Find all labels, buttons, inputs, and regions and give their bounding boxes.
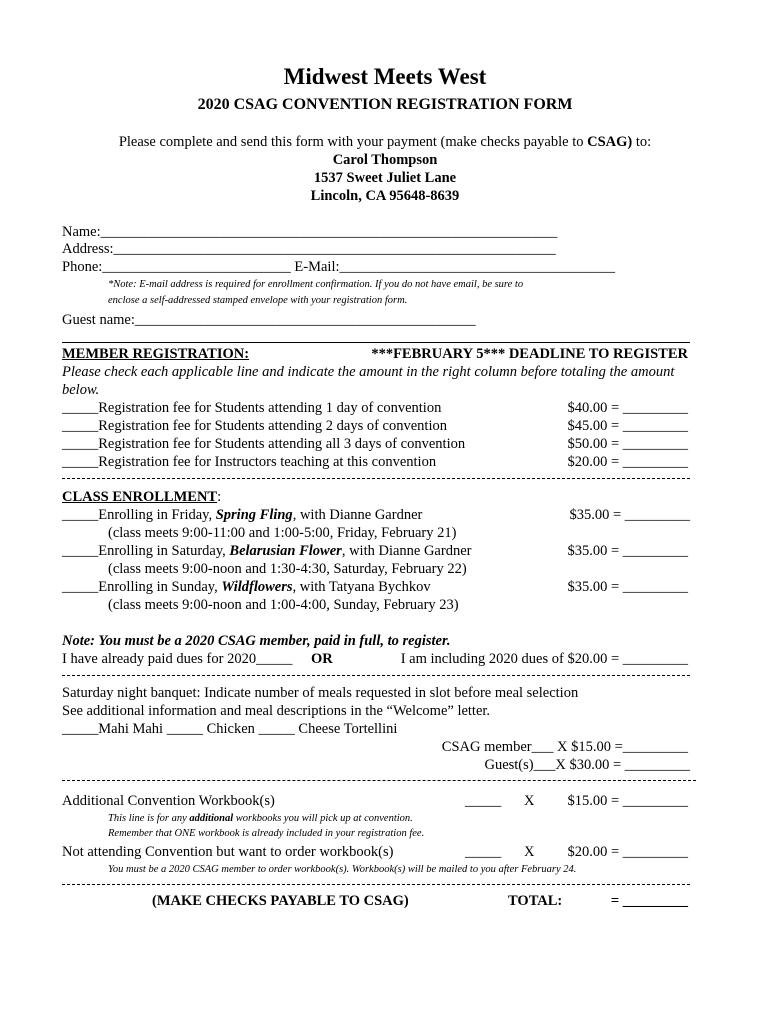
email-note-line1: *Note: E-mail address is required for enrollment confirmation. If you do not have email, be sure to (108, 279, 524, 290)
workbook-note2: Remember that ONE workbook is already included in your registration fee. (108, 828, 425, 839)
class-row-sunday[interactable]: _____Enrolling in Sunday, Wildflowers, with Tatyana Bychkov (62, 579, 431, 595)
workbook-amount[interactable]: $15.00 = _________ (567, 793, 688, 809)
banquet-line1: Saturday night banquet: Indicate number of meals requested in slot before meal selection (62, 685, 579, 701)
total-field[interactable]: = _________ (610, 893, 688, 909)
name-field[interactable]: Name:_______________________________________________________________ (62, 224, 558, 240)
guest-meal-price[interactable]: Guest(s)___X $30.00 = _________ (484, 757, 690, 773)
dashed-divider (62, 478, 690, 479)
dashed-divider (62, 884, 690, 885)
dues-paid-field[interactable]: I have already paid dues for 2020_____ (62, 651, 293, 667)
order-workbook-x: X (524, 844, 535, 860)
deadline-text: ***FEBRUARY 5*** DEADLINE TO REGISTER (371, 346, 688, 362)
fee-row-amount[interactable]: $40.00 = _________ (567, 400, 688, 416)
fee-row-amount[interactable]: $20.00 = _________ (567, 454, 688, 470)
class-row-saturday[interactable]: _____Enrolling in Saturday, Belarusian Flower, with Dianne Gardner (62, 543, 472, 559)
instructions-line1: Please check each applicable line and indicate the amount in the right column before totaling the amount (62, 364, 675, 380)
intro-text: Please complete and send this form with your payment (make checks payable to CSAG) to: (118, 134, 652, 150)
fee-row-amount[interactable]: $50.00 = _________ (567, 436, 688, 452)
class-amount[interactable]: $35.00 = _________ (569, 507, 690, 523)
section-divider (62, 342, 690, 343)
phone-email-field[interactable]: Phone:__________________________ E-Mail:______________________________________ (62, 259, 616, 275)
member-meal-price[interactable]: CSAG member___ X $15.00 =_________ (441, 739, 688, 755)
page-title: Midwest Meets West (283, 64, 487, 89)
class-row-friday[interactable]: _____Enrolling in Friday, Spring Fling, with Dianne Gardner (62, 507, 423, 523)
workbook-qty[interactable]: _____ (465, 793, 502, 809)
class-detail: (class meets 9:00-noon and 1:00-4:00, Sunday, February 23) (108, 597, 459, 613)
mail-to-name: Carol Thompson (332, 152, 438, 168)
total-label: TOTAL: (508, 893, 563, 909)
instructions-line2: below. (62, 382, 100, 398)
workbook-x: X (524, 793, 535, 809)
fee-row-label[interactable]: _____Registration fee for Students attending all 3 days of convention (62, 436, 466, 452)
workbook-note1: This line is for any additional workbooks you will pick up at convention. (108, 813, 413, 824)
class-detail: (class meets 9:00-noon and 1:30-4:30, Saturday, February 22) (108, 561, 467, 577)
fee-row-amount[interactable]: $45.00 = _________ (567, 418, 688, 434)
fee-row-label[interactable]: _____Registration fee for Students attending 1 day of convention (62, 400, 442, 416)
mail-to-street: 1537 Sweet Juliet Lane (313, 170, 457, 186)
dashed-divider (62, 780, 696, 781)
dues-including-field[interactable]: I am including 2020 dues of $20.00 = _________ (400, 651, 688, 667)
dashed-divider (62, 675, 690, 676)
address-field[interactable]: Address:_____________________________________________________________ (62, 241, 556, 257)
order-workbook-amount[interactable]: $20.00 = _________ (567, 844, 688, 860)
member-registration-heading: MEMBER REGISTRATION: (62, 346, 250, 362)
fee-row-label[interactable]: _____Registration fee for Students attending 2 days of convention (62, 418, 447, 434)
or-label: OR (311, 651, 333, 667)
class-enrollment-heading: CLASS ENROLLMENT: (62, 489, 222, 505)
class-amount[interactable]: $35.00 = _________ (567, 543, 688, 559)
guest-name-field[interactable]: Guest name:_______________________________________________ (62, 312, 476, 328)
fee-row-label[interactable]: _____Registration fee for Instructors teaching at this convention (62, 454, 437, 470)
workbook-note3: You must be a 2020 CSAG member to order workbook(s). Workbook(s) will be mailed to you after February 24. (108, 864, 577, 875)
banquet-line2: See additional information and meal descriptions in the “Welcome” letter. (62, 703, 491, 719)
email-note-line2: enclose a self-addressed stamped envelope with your registration form. (108, 295, 408, 306)
order-workbook-label: Not attending Convention but want to order workbook(s) (62, 844, 394, 860)
meal-selection[interactable]: _____Mahi Mahi _____ Chicken _____ Cheese Tortellini (62, 721, 398, 737)
class-detail: (class meets 9:00-11:00 and 1:00-5:00, Friday, February 21) (108, 525, 457, 541)
mail-to-city: Lincoln, CA 95648-8639 (310, 188, 460, 204)
payable-note: (MAKE CHECKS PAYABLE TO CSAG) (152, 893, 409, 909)
workbook-label: Additional Convention Workbook(s) (62, 793, 275, 809)
membership-note: Note: You must be a 2020 CSAG member, paid in full, to register. (62, 633, 451, 649)
order-workbook-qty[interactable]: _____ (465, 844, 502, 860)
class-amount[interactable]: $35.00 = _________ (567, 579, 688, 595)
form-subtitle: 2020 CSAG CONVENTION REGISTRATION FORM (197, 96, 573, 113)
